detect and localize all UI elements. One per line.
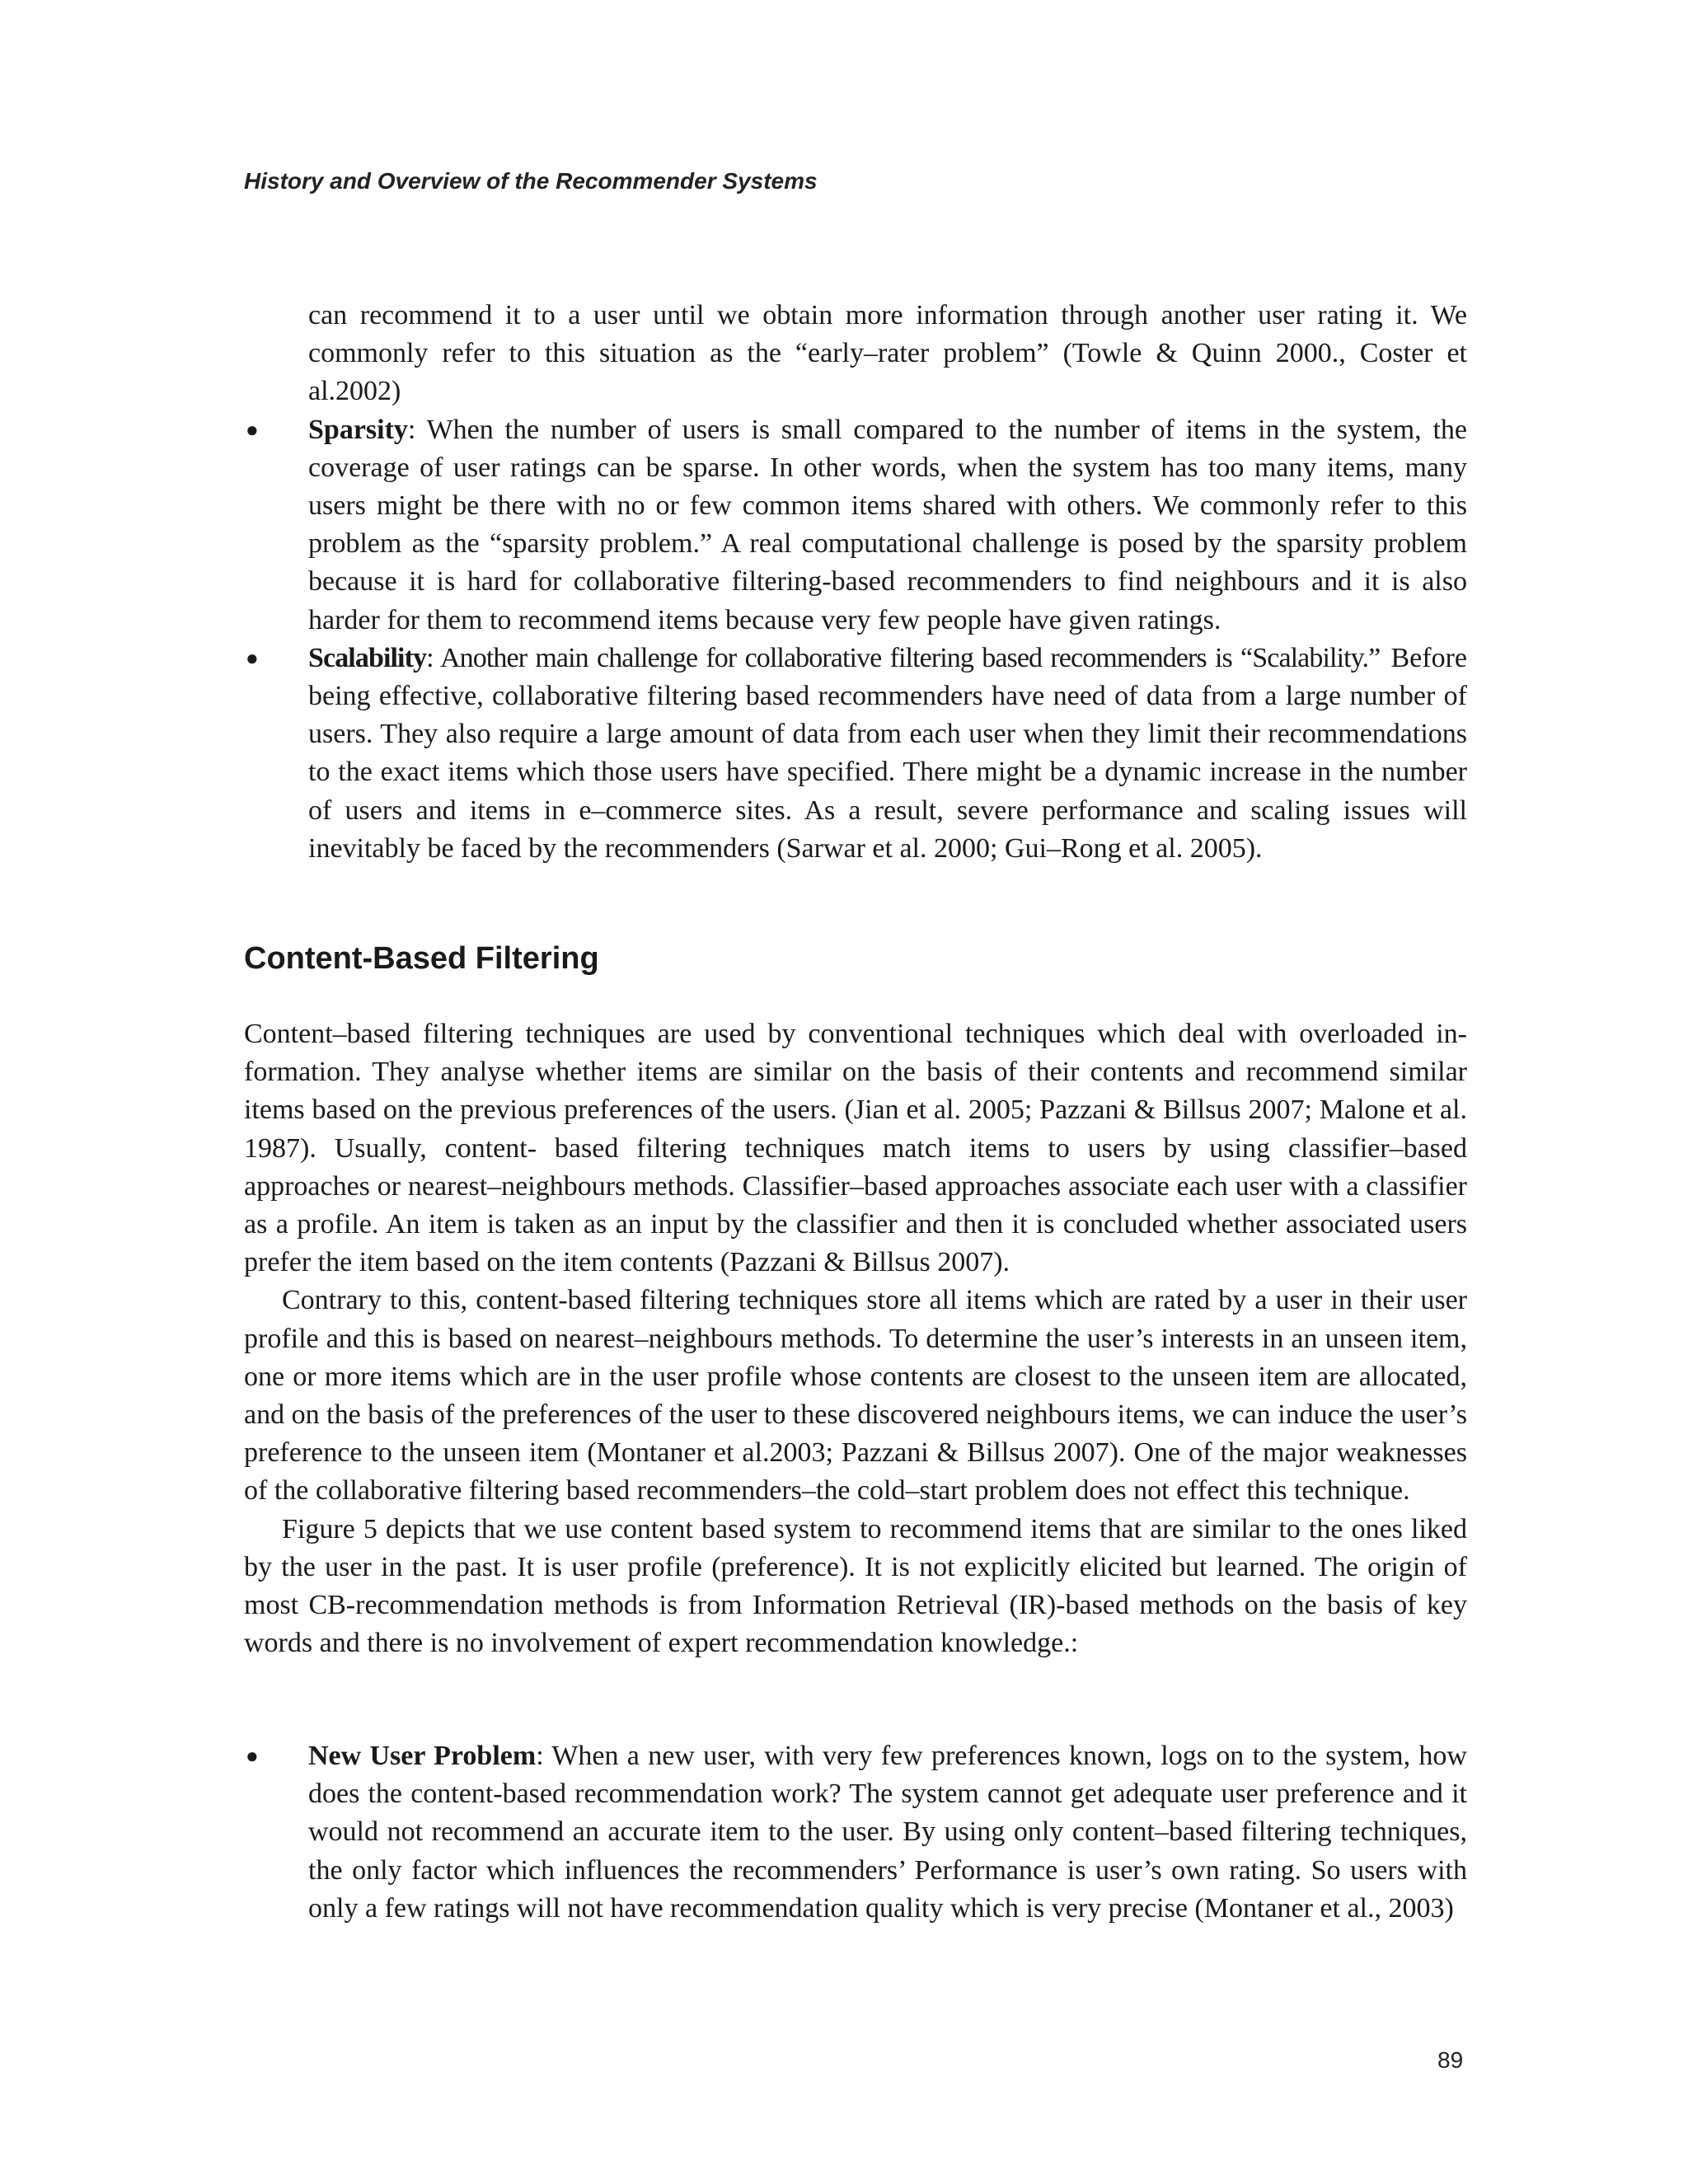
continuation-paragraph: can recommend it to a user until we obtain more information through another user rating it. We commonly refer to this situation as the “early–rater problem” (Towle & Quinn 2000., Coster et al.2002) bbox=[308, 300, 1467, 407]
section-heading: Content-Based Filtering bbox=[244, 941, 599, 976]
bullet-text: Before being effective, collaborative filtering based recommenders have need of data from a large number of users. They also require a large amount of data from each user when they limit their recommendations to the exact items which those users have specified. There might be a dynamic increase in the number of users and items in e–commerce sites. As a result, severe performance and scaling issues will inevitably be faced by the recommenders (Sarwar et al. 2000; Gui–Rong et al. 2005). bbox=[308, 642, 1467, 864]
page-number: 89 bbox=[1437, 2047, 1464, 2073]
bullet-term: New User Problem bbox=[308, 1741, 537, 1771]
top-text-block bbox=[244, 297, 1467, 868]
body-paragraph-2: Contrary to this, content-based filtering techniques store all items which are rated by a user in their user profile and this is based on nearest–neighbours methods. To determine the user’s interests in an unseen item, one or more items which are in the user profile whose contents are closest to the unseen item are allocated, and on the basis of the preferences of the user to these discovered neighbours items, we can induce the user’s preference to the unseen item (Montaner et al.2003; Pazzani & Billsus 2007). One of the major weaknesses of the collaborative filtering based recommenders–the cold–start problem does not effect this technique. bbox=[244, 1285, 1467, 1507]
top-bullet-list bbox=[244, 411, 1467, 868]
bullet-text: : When a new user, with very few preferences known, logs on to the system, how does the content-based recommendation work? The system cannot get adequate user preference and it would not recommend an accurate item to the user. By using only content–based filtering techniques, the only factor which influences the recommenders’ Performance is user’s own rating. So users with only a few ratings will not have recommendation quality which is very precise (Montaner et al., 2003) bbox=[308, 1741, 1467, 1924]
bullet-text: : When the number of users is small compared to the number of items in the system, the coverage of user ratings can be sparse. In other words, when the system has too many items, many users might be there with no or few common items shared with others. We commonly refer to this problem as the “sparsity problem.” A real computational challenge is posed by the sparsity problem because it is hard for collaborative filtering-based recommenders to find neighbours and it is also harder for them to recommend items because very few people have given ratings. bbox=[308, 414, 1467, 635]
running-head: History and Overview of the Recommender Systems bbox=[244, 168, 818, 194]
bullet-item-new-user-problem bbox=[244, 1737, 1467, 1928]
section-body bbox=[244, 1015, 1467, 1662]
bottom-bullet-list bbox=[244, 1737, 1467, 1928]
body-paragraph-1: Content–based filtering techniques are used by conventional techniques which deal with overloaded information. They analyse whether items are similar on the basis of their contents and recommend similar items based on the previous preferences of the users. (Jian et al. 2005; Pazzani & Billsus 2007; Malone et al. 1987). Usually, content- based filtering techniques match items to users by using classifier–based approaches or nearest–neighbours methods. Classifier–based approaches associate each user with a classifier as a profile. An item is taken as an input by the classifier and then it is concluded whether associated users prefer the item based on the item contents (Pazzani & Billsus 2007). bbox=[244, 1019, 1467, 1278]
bottom-text-block bbox=[244, 1737, 1467, 1928]
bullet-term: Sparsity bbox=[308, 414, 408, 445]
bullet-item-scalability bbox=[244, 640, 1467, 868]
bullet-dot-icon: ● bbox=[246, 1744, 259, 1768]
bullet-term: Scalability bbox=[308, 642, 427, 673]
bullet-item-sparsity bbox=[244, 411, 1467, 640]
bullet-dot-icon: ● bbox=[246, 417, 259, 442]
bullet-lead-text: : Another main challenge for collaborative filtering based recommenders is “Scalability.” bbox=[426, 642, 1381, 673]
body-paragraph-3: Figure 5 depicts that we use content based system to recommend items that are similar to the ones liked by the user in the past. It is user profile (preference). It is not explicitly elicited but learned. The origin of most CB-recommendation methods is from Information Retrieval (IR)-based methods on the basis of key words and there is no involvement of expert recommendation knowledge.: bbox=[244, 1513, 1467, 1659]
bullet-lead-line bbox=[308, 643, 1380, 673]
bullet-dot-icon: ● bbox=[246, 645, 259, 670]
